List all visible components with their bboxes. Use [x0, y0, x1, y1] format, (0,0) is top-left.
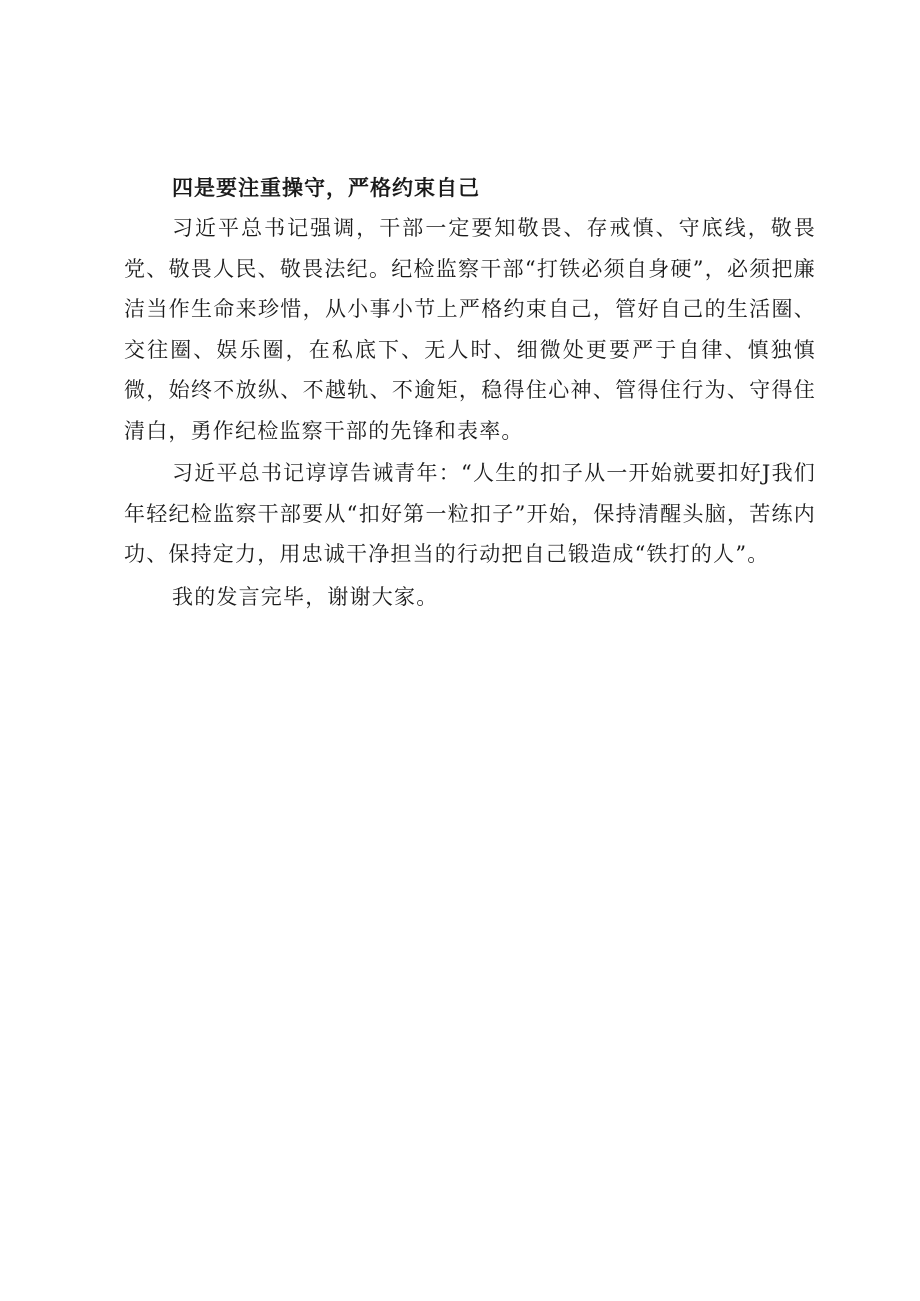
paragraph-youth: 习近平总书记谆谆告诫青年：“人生的扣子从一开始就要扣好J我们年轻纪检监察干部要从“扣好第一粒扣子”开始，保持清醒头脑，苦练内功、保持定力，用忠诚干净担当的行动把自己锻造成“铁打的人”。: [124, 461, 816, 566]
document-page: [124, 168, 816, 617]
paragraph-closing: 我的发言完毕，谢谢大家。: [172, 584, 439, 609]
paragraph-discipline: 习近平总书记强调，干部一定要知敬畏、存戒慎、守底线，敬畏党、敬畏人民、敬畏法纪。纪检监察干部“打铁必须自身硬”，必须把廉洁当作生命来珍惜，从小事小节上严格约束自己，管好自己的生活圈、交往圈、娱乐圈，在私底下、无人时、细微处更要严于自律、慎独慎微，始终不放纵、不越轨、不逾矩，稳得住心神、管得住行为、守得住清白，勇作纪检监察干部的先锋和表率。: [124, 216, 816, 443]
section-heading: 四是要注重操守，严格约束自己: [172, 175, 480, 200]
